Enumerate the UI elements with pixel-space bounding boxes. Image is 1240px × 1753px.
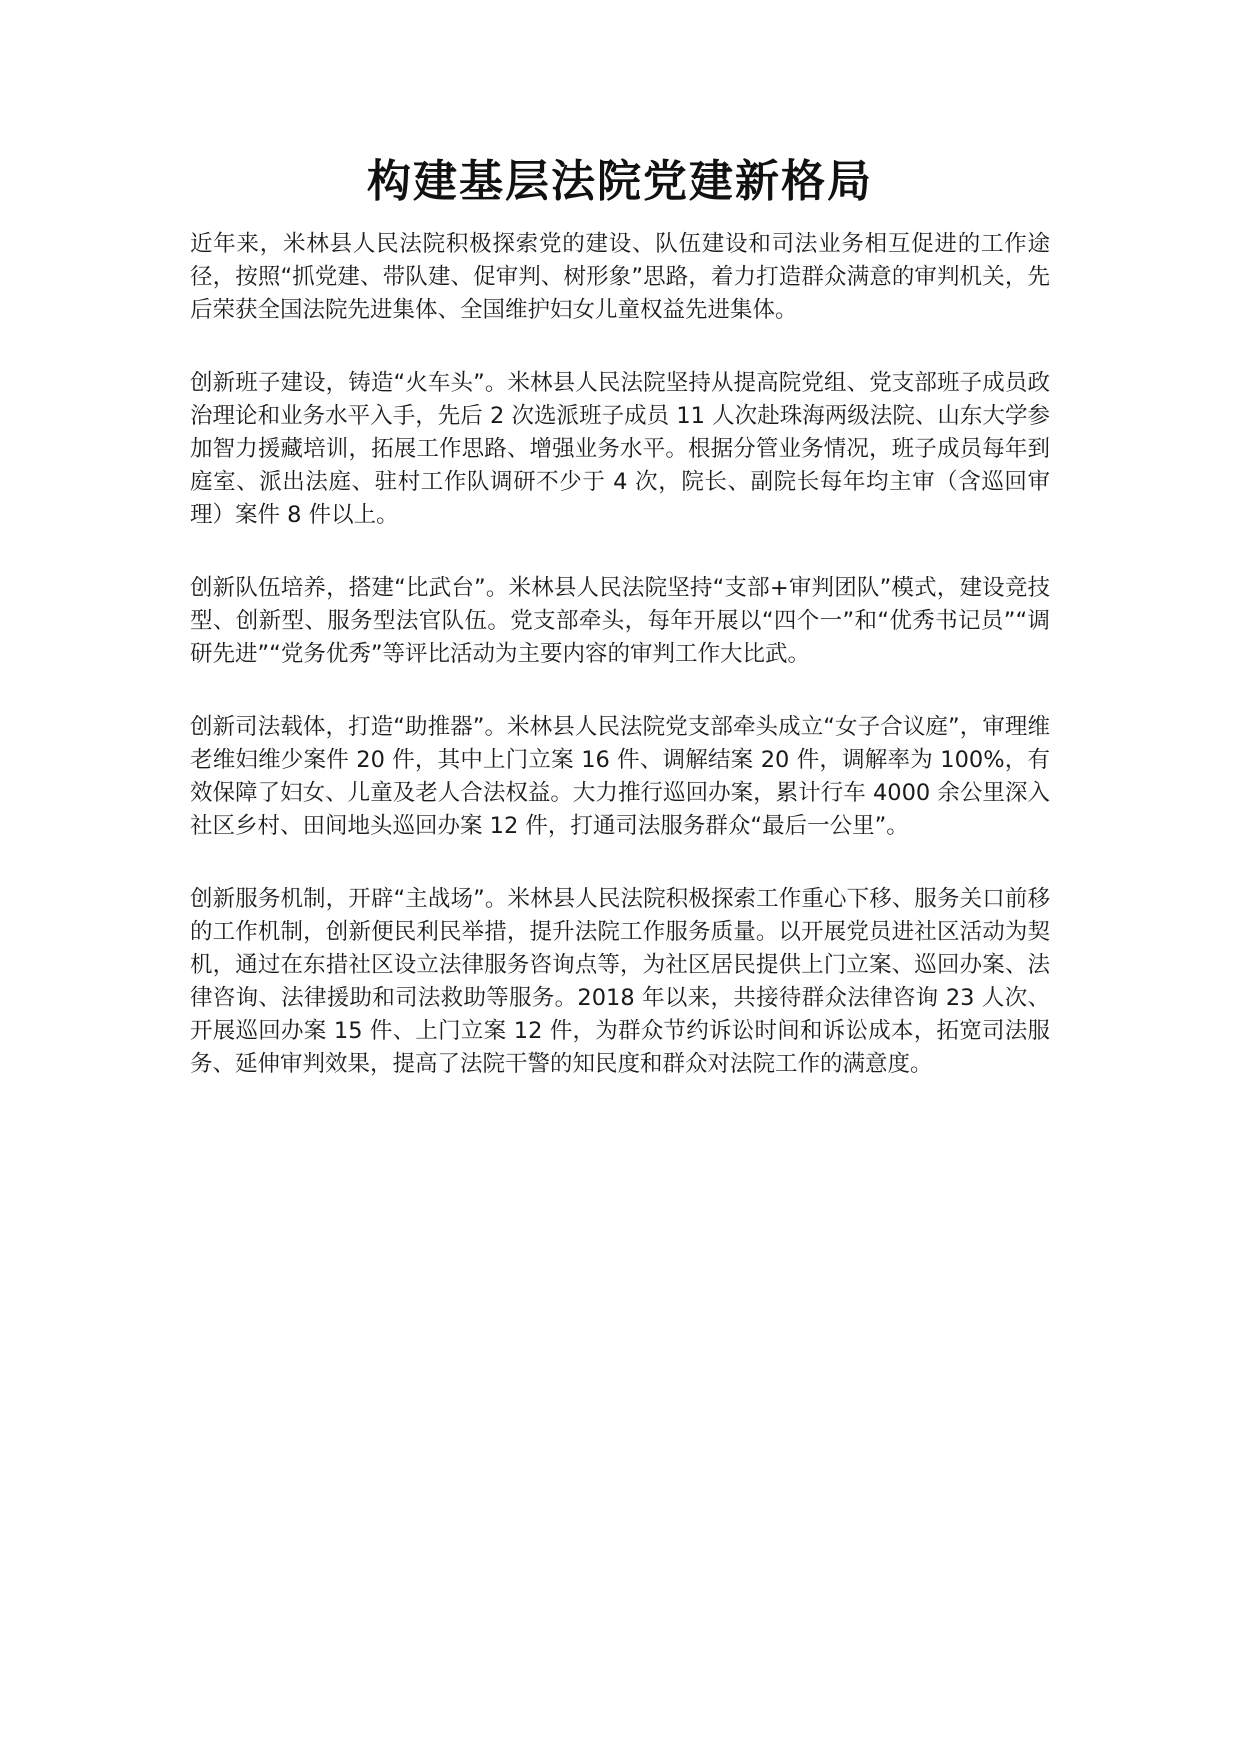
- paragraph-leadership: 创新班子建设，铸造“火车头”。米林县人民法院坚持从提高院党组、党支部班子成员政治理论和业务水平入手，先后 2 次选派班子成员 11 人次赴珠海两级法院、山东大学参加智力援藏培训，拓展工作思路、增强业务水平。根据分管业务情况，班子成员每年到庭室、派出法庭、驻村工作队调研不少于 4 次，院长、副院长每年均主审（含巡回审理）案件 8 件以上。: [190, 370, 1050, 528]
- paragraph-intro: 近年来，米林县人民法院积极探索党的建设、队伍建设和司法业务相互促进的工作途径，按照“抓党建、带队建、促审判、树形象”思路，着力打造群众满意的审判机关，先后荣获全国法院先进集体、全国维护妇女儿童权益先进集体。: [190, 231, 1050, 323]
- paragraph-judicial-carrier: 创新司法载体，打造“助推器”。米林县人民法院党支部牵头成立“女子合议庭”，审理维老维妇维少案件 20 件，其中上门立案 16 件、调解结案 20 件，调解率为 100%，有效保障了妇女、儿童及老人合法权益。大力推行巡回办案，累计行车 4000 余公里深入社区乡村、田间地头巡回办案 12 件，打通司法服务群众“最后一公里”。: [190, 714, 1050, 839]
- paragraph-team-training: 创新队伍培养，搭建“比武台”。米林县人民法院坚持“支部+审判团队”模式，建设竞技型、创新型、服务型法官队伍。党支部牵头，每年开展以“四个一”和“优秀书记员”“调研先进”“党务优秀”等评比活动为主要内容的审判工作大比武。: [190, 575, 1050, 667]
- document-body: [190, 228, 1050, 1121]
- paragraph-service-mechanism: 创新服务机制，开辟“主战场”。米林县人民法院积极探索工作重心下移、服务关口前移的工作机制，创新便民利民举措，提升法院工作服务质量。以开展党员进社区活动为契机，通过在东措社区设立法律服务咨询点等，为社区居民提供上门立案、巡回办案、法律咨询、法律援助和司法救助等服务。2018 年以来，共接待群众法律咨询 23 人次、开展巡回办案 15 件、上门立案 12 件，为群众节约诉讼时间和诉讼成本，拓宽司法服务、延伸审判效果，提高了法院干警的知民度和群众对法院工作的满意度。: [190, 886, 1050, 1077]
- document-title: 构建基层法院党建新格局: [367, 156, 873, 207]
